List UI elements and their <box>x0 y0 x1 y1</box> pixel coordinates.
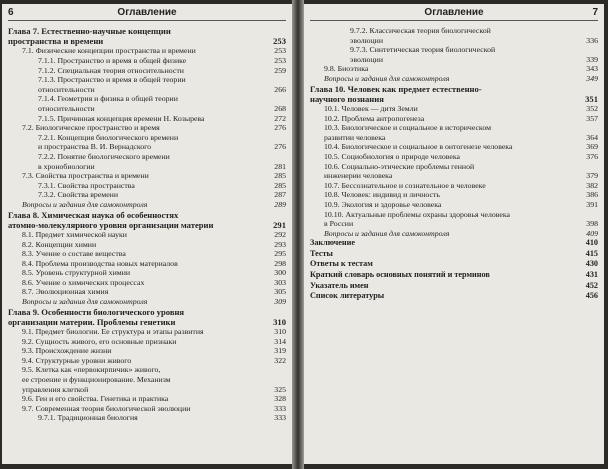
toc-entry-title: 9.6. Ген и его свойства. Генетика и практика <box>22 394 169 404</box>
left-page-number: 6 <box>8 7 14 18</box>
toc-entry-title: в хронобиологии <box>38 161 95 171</box>
toc-entry-title: 7.3.1. Свойства пространства <box>38 180 135 190</box>
toc-entry-title: относительности <box>38 84 95 94</box>
toc-entry-page: 253 <box>274 46 286 56</box>
toc-entry <box>22 259 286 269</box>
toc-entry <box>38 152 286 171</box>
toc-entry-title: 9.7.1. Традиционная биология <box>38 413 138 423</box>
toc-entry <box>38 66 286 76</box>
toc-entry-title: 10.8. Человек: индивид и личность <box>324 190 440 200</box>
toc-entry-page: 276 <box>274 142 286 152</box>
toc-entry <box>324 114 598 124</box>
toc-entry-title: Ответы к тестам <box>310 259 373 269</box>
toc-entry-title: 7.2.2. Понятие биологического времени <box>38 151 170 161</box>
toc-entry-page: 456 <box>585 291 598 301</box>
toc-entry-title: 7.1. Физические концепции пространства и времени <box>22 46 196 56</box>
toc-entry-title: Указатель имен <box>310 280 369 290</box>
toc-entry <box>22 346 286 356</box>
toc-entry-title: Глава 7. Естественно-научные концепции <box>8 26 171 36</box>
toc-entry-title: 10.4. Биологическое и социальное в онтогенезе человека <box>324 142 513 152</box>
toc-entry <box>22 240 286 250</box>
toc-entry-title: 7.1.3. Пространство и время в общей теории <box>38 75 186 85</box>
toc-entry <box>22 46 286 56</box>
toc-entry <box>324 123 598 142</box>
toc-entry <box>324 64 598 74</box>
toc-entry-title: 7.1.2. Специальная теория относительности <box>38 65 184 75</box>
toc-entry-page: 322 <box>274 355 286 365</box>
toc-entry-page: 310 <box>274 327 286 337</box>
toc-entry <box>22 337 286 347</box>
toc-entry-page: 325 <box>274 384 286 394</box>
toc-entry-title: 9.3. Происхождение жизни <box>22 346 112 356</box>
toc-entry-title: 9.5. Клетка как «первокирпичик» живого, <box>22 365 161 375</box>
toc-entry-page: 285 <box>274 171 286 181</box>
toc-entry-title: инженерии человека <box>324 171 393 181</box>
toc-entry <box>310 291 598 302</box>
toc-entry-title: Вопросы и задания для самоконтроля <box>22 297 148 307</box>
toc-entry <box>350 26 598 45</box>
toc-entry-page: 259 <box>274 65 286 75</box>
toc-entry-title: Вопросы и задания для самоконтроля <box>324 73 450 83</box>
toc-entry <box>324 152 598 162</box>
toc-entry <box>22 394 286 404</box>
toc-entry-page: 272 <box>274 113 286 123</box>
toc-entry-page: 295 <box>274 249 286 259</box>
toc-entry-page: 398 <box>586 219 598 229</box>
toc-entry <box>22 268 286 278</box>
toc-entry <box>38 114 286 124</box>
toc-entry-page: 369 <box>586 142 598 152</box>
toc-entry-title: 7.1.1. Пространство и время в общей физике <box>38 56 187 65</box>
right-running-head: Оглавление <box>424 7 484 18</box>
right-running-header <box>310 7 598 21</box>
toc-entry-title: Вопросы и задания для самоконтроля <box>324 228 450 238</box>
toc-entry <box>310 259 598 270</box>
toc-entry-title: Глава 10. Человек как предмет естественно- <box>310 83 482 94</box>
toc-entry-page: 292 <box>274 229 286 239</box>
toc-entry-title: 9.7.2. Классическая теория биологической <box>350 26 491 35</box>
toc-entry <box>38 190 286 200</box>
toc-entry-page: 351 <box>585 93 598 104</box>
toc-entry <box>324 142 598 152</box>
toc-entry <box>38 75 286 94</box>
toc-entry-title: 8.7. Эволюционная химия <box>22 287 109 297</box>
toc-entry-page: 382 <box>586 180 598 190</box>
toc-entry-page: 391 <box>586 199 598 209</box>
toc-entry-title: управления клеткой <box>22 384 89 394</box>
toc-entry-title: Краткий словарь основных понятий и терминов <box>310 270 490 280</box>
toc-entry-title: 9.7. Современная теория биологической эволюции <box>22 403 191 413</box>
right-page <box>304 4 604 464</box>
toc-entry-page: 364 <box>586 132 598 142</box>
toc-entry <box>310 238 598 249</box>
toc-entry-title: 8.2. Концепции химии <box>22 239 97 249</box>
toc-entry-title: 10.7. Бессознательное и сознательное в человеке <box>324 180 486 190</box>
toc-entry <box>22 200 286 210</box>
toc-entry <box>310 249 598 260</box>
toc-entry-title: 7.3.2. Свойства времени <box>38 190 119 200</box>
toc-entry-page: 333 <box>274 403 286 413</box>
left-page <box>2 4 292 464</box>
toc-entry-title: 9.7.3. Синтетическая теория биологической <box>350 45 496 55</box>
toc-entry <box>350 45 598 64</box>
toc-entry-title: эволюции <box>350 35 384 45</box>
toc-entry-page: 343 <box>586 64 598 74</box>
toc-entry-title: 7.3. Свойства пространства и времени <box>22 171 149 181</box>
toc-entry-title: научного познания <box>310 93 384 104</box>
toc-entry <box>38 133 286 152</box>
toc-entry <box>8 307 286 327</box>
toc-entry-title: 10.6. Социально-этические проблемы генной <box>324 161 475 171</box>
toc-entry-page: 287 <box>274 190 286 200</box>
toc-entry <box>38 56 286 66</box>
toc-entry-page: 410 <box>585 238 598 248</box>
toc-entry <box>38 181 286 191</box>
toc-entry-title: Глава 9. Особенности биологического уровня <box>8 306 185 317</box>
toc-entry-title: ее строение и функционирование. Механизм <box>22 375 171 385</box>
toc-entry-title: развитии человека <box>324 132 386 142</box>
toc-entry-page: 379 <box>586 171 598 181</box>
toc-entry-page: 415 <box>585 248 598 258</box>
toc-entry-page: 452 <box>585 280 598 290</box>
left-running-header <box>8 7 286 21</box>
toc-entry-title: 8.6. Учение о химических процессах <box>22 277 145 287</box>
toc-entry-title: в России <box>324 219 354 229</box>
toc-entry <box>38 413 286 423</box>
toc-entry <box>22 297 286 307</box>
toc-entry-title: 8.5. Уровень структурной химии <box>22 268 131 278</box>
left-toc <box>8 26 286 423</box>
toc-entry-title: Глава 8. Химическая наука об особенностях <box>8 209 179 220</box>
toc-entry-page: 357 <box>586 113 598 123</box>
toc-entry-page: 253 <box>273 36 286 47</box>
toc-entry-title: 9.2. Сущность живого, его основные признаки <box>22 336 177 346</box>
toc-entry <box>22 356 286 366</box>
toc-entry-page: 352 <box>586 103 598 113</box>
toc-entry-title: Вопросы и задания для самоконтроля <box>22 199 148 209</box>
toc-entry-title: 10.1. Человек — дитя Земли <box>324 103 418 113</box>
toc-entry-page: 281 <box>274 161 286 171</box>
toc-entry-title: 9.1. Предмет биологии. Ее структура и этапы развития <box>22 327 204 337</box>
toc-entry-page: 430 <box>585 259 598 269</box>
toc-entry <box>310 270 598 281</box>
toc-entry <box>324 210 598 229</box>
right-toc <box>310 26 598 302</box>
toc-entry-page: 309 <box>274 297 286 307</box>
toc-entry-title: 7.1.5. Причинная концепция времени Н. Козырева <box>38 113 205 123</box>
toc-entry-title: 7.1.4. Геометрия и физика в общей теории <box>38 94 178 104</box>
toc-entry-title: 8.1. Предмет химической науки <box>22 229 127 239</box>
toc-entry-title: относительности <box>38 103 95 113</box>
toc-entry-page: 305 <box>274 287 286 297</box>
toc-entry <box>38 94 286 113</box>
left-running-head: Оглавление <box>117 7 177 18</box>
toc-entry-title: 9.4. Структурные уровни живого <box>22 355 132 365</box>
toc-entry <box>324 74 598 84</box>
toc-entry <box>324 181 598 191</box>
toc-entry <box>324 200 598 210</box>
toc-entry-title: 10.10. Актуальные проблемы охраны здоровья человека <box>324 209 510 219</box>
toc-entry <box>22 249 286 259</box>
toc-entry <box>22 123 286 133</box>
toc-entry-page: 293 <box>274 239 286 249</box>
toc-entry-title: Список литературы <box>310 291 385 301</box>
toc-entry-page: 253 <box>274 56 286 65</box>
toc-entry-page: 300 <box>274 268 286 278</box>
toc-entry-title: Заключение <box>310 238 355 248</box>
toc-entry <box>324 190 598 200</box>
toc-entry-title: Тесты <box>310 248 333 258</box>
toc-entry-title: и пространства В. И. Вернадского <box>38 142 152 152</box>
toc-entry-page: 339 <box>586 54 598 64</box>
toc-entry-page: 409 <box>586 228 598 238</box>
toc-entry-title: 7.2.1. Концепция биологического времени <box>38 132 179 142</box>
toc-entry-page: 298 <box>274 258 286 268</box>
toc-entry-title: 10.5. Социобиология о природе человека <box>324 151 460 161</box>
toc-entry-page: 349 <box>586 73 598 83</box>
toc-entry <box>324 162 598 181</box>
book-spine <box>292 0 304 469</box>
right-page-number: 7 <box>592 7 598 18</box>
toc-entry <box>22 278 286 288</box>
toc-entry-title: 10.2. Проблема антропогенеза <box>324 113 425 123</box>
toc-entry <box>22 327 286 337</box>
toc-entry-title: эволюции <box>350 54 384 64</box>
toc-entry <box>22 171 286 181</box>
toc-entry <box>310 281 598 292</box>
toc-entry-title: организации материи. Проблемы генетики <box>8 316 176 327</box>
toc-entry-page: 386 <box>586 190 598 200</box>
toc-entry-page: 276 <box>274 123 286 133</box>
toc-entry <box>8 210 286 230</box>
toc-entry <box>22 404 286 414</box>
toc-entry-page: 376 <box>586 151 598 161</box>
toc-entry-page: 285 <box>274 180 286 190</box>
toc-entry <box>22 365 286 394</box>
toc-entry-title: 8.3. Учение о составе вещества <box>22 249 126 259</box>
toc-entry-page: 431 <box>585 270 598 280</box>
toc-entry-title: 10.3. Биологическое и социальное в историческом <box>324 123 492 133</box>
toc-entry-page: 310 <box>273 316 286 327</box>
toc-entry-page: 289 <box>274 199 286 209</box>
toc-entry-page: 328 <box>274 394 286 404</box>
toc-entry-title: 10.9. Экология и здоровье человека <box>324 199 442 209</box>
toc-entry-title: 9.8. Биоэтика <box>324 64 369 74</box>
toc-entry <box>310 84 598 104</box>
toc-entry <box>22 287 286 297</box>
toc-entry-title: 8.4. Проблема производства новых материалов <box>22 258 178 268</box>
toc-entry-page: 336 <box>586 35 598 45</box>
toc-entry <box>324 229 598 239</box>
toc-entry-page: 303 <box>274 277 286 287</box>
toc-entry-page: 314 <box>274 336 286 346</box>
toc-entry <box>22 230 286 240</box>
toc-entry-page: 266 <box>274 84 286 94</box>
toc-entry <box>324 104 598 114</box>
toc-entry-title: атомно-молекулярного уровня организации материи <box>8 219 214 230</box>
toc-entry-title: пространства и времени <box>8 36 104 47</box>
toc-entry-title: 7.2. Биологическое пространство и время <box>22 123 160 133</box>
toc-entry-page: 268 <box>274 103 286 113</box>
toc-entry <box>8 26 286 46</box>
toc-entry-page: 333 <box>274 413 286 423</box>
toc-entry-page: 319 <box>274 346 286 356</box>
toc-entry-page: 291 <box>273 219 286 230</box>
